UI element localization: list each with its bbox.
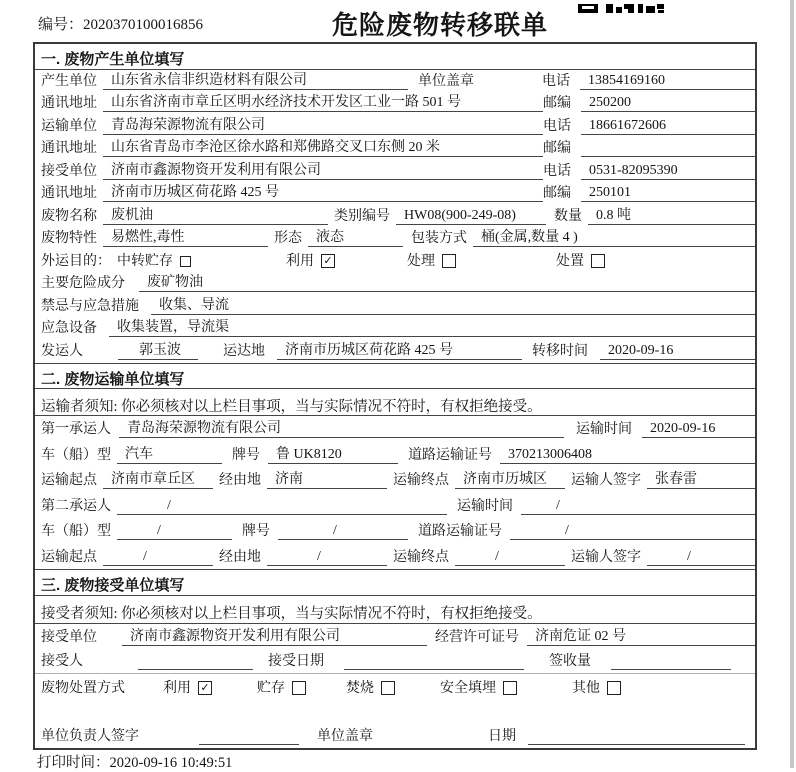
checkmark-icon bbox=[181, 257, 193, 269]
equipment-label: 应急设备 bbox=[41, 321, 97, 336]
option-label: 焚烧 bbox=[346, 681, 374, 697]
checkmark-icon bbox=[293, 682, 305, 694]
purpose-label: 外运目的： bbox=[41, 253, 111, 269]
vehicle1-row bbox=[35, 441, 755, 467]
carrier1-row bbox=[35, 416, 755, 442]
section3-header: 三. 废物接受单位填写 bbox=[35, 569, 755, 596]
waste-name-row bbox=[35, 205, 755, 228]
checkmark-icon bbox=[382, 682, 394, 694]
transport-time-value: / bbox=[521, 498, 755, 515]
purpose-row bbox=[35, 250, 755, 273]
page-title: 危险废物转移联单 bbox=[332, 10, 549, 40]
transfer-date-label: 转移时间 bbox=[532, 343, 588, 359]
road-license-value: 370213006408 bbox=[500, 447, 755, 464]
postcode-label: 邮编 bbox=[543, 141, 571, 156]
checkbox-icon bbox=[591, 254, 605, 268]
transport-time-label: 运输时间 bbox=[576, 422, 632, 438]
hazard-value: 废矿物油 bbox=[139, 271, 755, 292]
checkbox-icon bbox=[180, 256, 191, 267]
print-time-label: 打印时间： bbox=[37, 755, 110, 771]
route1-row bbox=[35, 467, 755, 493]
origin-value: 济南市章丘区 bbox=[103, 468, 213, 489]
checkmark-icon bbox=[592, 255, 604, 267]
via-value: 济南 bbox=[267, 468, 387, 489]
phone-label: 电话 bbox=[542, 73, 570, 89]
acceptor-value bbox=[138, 653, 253, 670]
destination-value: 济南市历城区荷花路 425 号 bbox=[277, 339, 522, 360]
equipment-value: 收集装置，导流渠 bbox=[109, 316, 755, 337]
phone-label: 电话 bbox=[543, 118, 571, 134]
address-label: 通讯地址 bbox=[41, 141, 97, 156]
option-label: 中转贮存 bbox=[117, 253, 173, 269]
accept-date-value bbox=[344, 653, 524, 670]
hazard-row bbox=[35, 273, 755, 296]
postcode-label: 邮编 bbox=[543, 96, 571, 111]
business-license-label: 经营许可证号 bbox=[435, 630, 519, 646]
section1-header: 一. 废物产生单位填写 bbox=[35, 44, 755, 70]
transport-time-value: 2020-09-16 bbox=[642, 421, 755, 438]
waste-name-label: 废物名称 bbox=[41, 208, 97, 224]
producer-label: 产生单位 bbox=[41, 73, 97, 89]
address-label: 通讯地址 bbox=[41, 186, 97, 201]
responsible-sign-row bbox=[35, 700, 755, 748]
waste-name-value: 废机油 bbox=[103, 204, 328, 225]
route2-row bbox=[35, 543, 755, 569]
endpoint-value: 济南市历城区 bbox=[455, 468, 565, 489]
category-value: HW08(900-249-08) bbox=[396, 208, 546, 225]
category-label: 类别编号 bbox=[334, 208, 390, 224]
transport-time-label: 运输时间 bbox=[457, 498, 513, 514]
transporter-value: 青岛海荣源物流有限公司 bbox=[103, 114, 543, 135]
taboo-value: 收集、导流 bbox=[151, 294, 755, 315]
transporter-address-row bbox=[35, 138, 755, 161]
unit-seal-label: 单位盖章 bbox=[418, 73, 474, 89]
manifest-form bbox=[33, 42, 757, 750]
receiver-address-row bbox=[35, 183, 755, 206]
carrier2-row bbox=[35, 492, 755, 518]
plate-value: 鲁 UK8120 bbox=[268, 443, 398, 464]
checkbox-icon bbox=[292, 681, 306, 695]
producer-postcode-value: 250200 bbox=[581, 95, 756, 112]
section2-header: 二. 废物运输单位填写 bbox=[35, 363, 755, 389]
checkmark-icon bbox=[443, 255, 455, 267]
serial-label: 编号： bbox=[38, 17, 84, 33]
plate-label: 牌号 bbox=[232, 447, 260, 463]
vehicle-type-value: 汽车 bbox=[117, 443, 222, 464]
via-label: 经由地 bbox=[219, 550, 261, 566]
form-value: 液态 bbox=[308, 226, 403, 247]
transporter-postcode-value bbox=[581, 140, 756, 157]
consignor-value: 郭玉波 bbox=[118, 339, 198, 360]
receiver-phone-value: 0531-82095390 bbox=[581, 163, 756, 180]
origin-label: 运输起点 bbox=[41, 550, 97, 566]
destination-label: 运达地 bbox=[223, 343, 265, 359]
phone-label: 电话 bbox=[543, 163, 571, 179]
scrollbar[interactable] bbox=[790, 0, 794, 768]
option-label: 其他 bbox=[572, 681, 600, 697]
date-label: 日期 bbox=[488, 729, 516, 744]
producer-row bbox=[35, 70, 755, 93]
checkbox-icon bbox=[607, 681, 621, 695]
form-label: 形态 bbox=[274, 231, 302, 246]
taboo-row bbox=[35, 295, 755, 318]
vehicle2-row bbox=[35, 518, 755, 544]
via-value: / bbox=[267, 549, 387, 566]
checkbox-checked-icon bbox=[321, 254, 335, 268]
checkbox-icon bbox=[442, 254, 456, 268]
receiver-row bbox=[35, 160, 755, 183]
transporter-label: 运输单位 bbox=[41, 118, 97, 134]
carrier-sign-value: / bbox=[647, 549, 755, 566]
serial-number bbox=[38, 13, 203, 34]
option-label: 处理 bbox=[407, 253, 435, 269]
qr-code-icon bbox=[578, 0, 664, 9]
endpoint-label: 运输终点 bbox=[393, 550, 449, 566]
disposal-row bbox=[35, 673, 755, 700]
checkbox-icon bbox=[503, 681, 517, 695]
plate-value: / bbox=[278, 523, 408, 540]
equipment-row bbox=[35, 318, 755, 341]
option-label: 安全填埋 bbox=[440, 681, 496, 697]
address-label: 通讯地址 bbox=[41, 96, 97, 111]
checkmark-icon bbox=[608, 682, 620, 694]
checkmark-icon bbox=[504, 682, 516, 694]
option-label: 贮存 bbox=[257, 681, 285, 697]
carrier2-label: 第二承运人 bbox=[41, 498, 111, 514]
accept-unit-row bbox=[35, 624, 755, 649]
endpoint-value: / bbox=[455, 549, 565, 566]
vehicle-type-label: 车（船）型 bbox=[41, 524, 111, 540]
quantity-value: 0.8 吨 bbox=[588, 204, 755, 225]
carrier-sign-label: 运输人签字 bbox=[571, 550, 641, 566]
postcode-label: 邮编 bbox=[543, 186, 571, 201]
vehicle-type-value: / bbox=[117, 523, 232, 540]
option-label: 利用 bbox=[286, 253, 314, 269]
accept-date-label: 接受日期 bbox=[268, 654, 324, 670]
character-label: 废物特性 bbox=[41, 231, 97, 246]
packing-value: 桶(金属,数量 4 ) bbox=[473, 226, 755, 247]
consignor-row bbox=[35, 340, 755, 363]
carrier-sign-label: 运输人签字 bbox=[571, 473, 641, 489]
waste-character-row bbox=[35, 228, 755, 251]
transfer-date-value: 2020-09-16 bbox=[600, 343, 755, 360]
transporter-notice: 运输者须知: 你必须核对以上栏目事项，当与实际情况不符时，有权拒绝接受。 bbox=[35, 389, 755, 416]
endpoint-label: 运输终点 bbox=[393, 473, 449, 489]
character-value: 易燃性,毒性 bbox=[103, 226, 268, 247]
producer-value: 山东省永信非织造材料有限公司 bbox=[103, 69, 408, 90]
origin-value: / bbox=[103, 549, 213, 566]
producer-address-row bbox=[35, 93, 755, 116]
print-time-value: 2020-09-16 10:49:51 bbox=[109, 755, 233, 771]
quantity-label: 数量 bbox=[554, 208, 582, 224]
carrier-sign-value: 张春雷 bbox=[647, 468, 755, 489]
transporter-row bbox=[35, 115, 755, 138]
acceptor-label: 接受人 bbox=[41, 654, 83, 670]
receiver-value: 济南市鑫源物资开发利用有限公司 bbox=[103, 159, 543, 180]
checkmark-icon: ✓ bbox=[200, 681, 210, 695]
producer-address-value: 山东省济南市章丘区明水经济技术开发区工业一路 501 号 bbox=[103, 91, 543, 112]
taboo-label: 禁忌与应急措施 bbox=[41, 298, 139, 314]
checkbox-checked-icon bbox=[198, 681, 212, 695]
date-value bbox=[528, 728, 745, 745]
accept-unit-value: 济南市鑫源物资开发利用有限公司 bbox=[122, 625, 427, 646]
consignor-label: 发运人 bbox=[41, 343, 83, 359]
vehicle-type-label: 车（船）型 bbox=[41, 447, 111, 463]
packing-label: 包装方式 bbox=[411, 231, 467, 246]
road-license-value: / bbox=[510, 523, 755, 540]
checkmark-icon: ✓ bbox=[323, 253, 333, 267]
received-qty-label: 签收量 bbox=[549, 654, 591, 670]
receiver-address-value: 济南市历城区荷花路 425 号 bbox=[103, 181, 543, 202]
receiver-label: 接受单位 bbox=[41, 163, 97, 179]
business-license-value: 济南危证 02 号 bbox=[527, 625, 755, 646]
via-label: 经由地 bbox=[219, 473, 261, 489]
road-license-label: 道路运输证号 bbox=[408, 447, 492, 463]
accept-unit-label: 接受单位 bbox=[41, 630, 97, 646]
plate-label: 牌号 bbox=[242, 524, 270, 540]
carrier1-label: 第一承运人 bbox=[41, 422, 111, 438]
print-time bbox=[37, 751, 232, 772]
serial-value: 2020370100016856 bbox=[83, 17, 204, 33]
acceptor-row bbox=[35, 649, 755, 673]
checkbox-icon bbox=[381, 681, 395, 695]
road-license-label: 道路运输证号 bbox=[418, 524, 502, 540]
transporter-phone-value: 18661672606 bbox=[581, 118, 756, 135]
transporter-address-value: 山东省青岛市李沧区徐水路和郑佛路交叉口东侧 20 米 bbox=[103, 136, 543, 157]
carrier1-value: 青岛海荣源物流有限公司 bbox=[119, 417, 564, 438]
option-label: 处置 bbox=[556, 253, 584, 269]
receiver-postcode-value: 250101 bbox=[581, 185, 756, 202]
receiver-notice: 接受者须知: 你必须核对以上栏目事项，当与实际情况不符时，有权拒绝接受。 bbox=[35, 596, 755, 624]
received-qty-value bbox=[611, 653, 731, 670]
responsible-sign-value bbox=[199, 728, 299, 745]
producer-phone-value: 13854169160 bbox=[580, 73, 755, 90]
unit-seal-label: 单位盖章 bbox=[317, 729, 373, 744]
hazard-label: 主要危险成分 bbox=[41, 276, 125, 291]
responsible-sign-label: 单位负责人签字 bbox=[41, 729, 139, 744]
option-label: 利用 bbox=[163, 681, 191, 697]
origin-label: 运输起点 bbox=[41, 473, 97, 489]
disposal-label: 废物处置方式 bbox=[41, 681, 125, 697]
carrier2-value: / bbox=[117, 498, 447, 515]
